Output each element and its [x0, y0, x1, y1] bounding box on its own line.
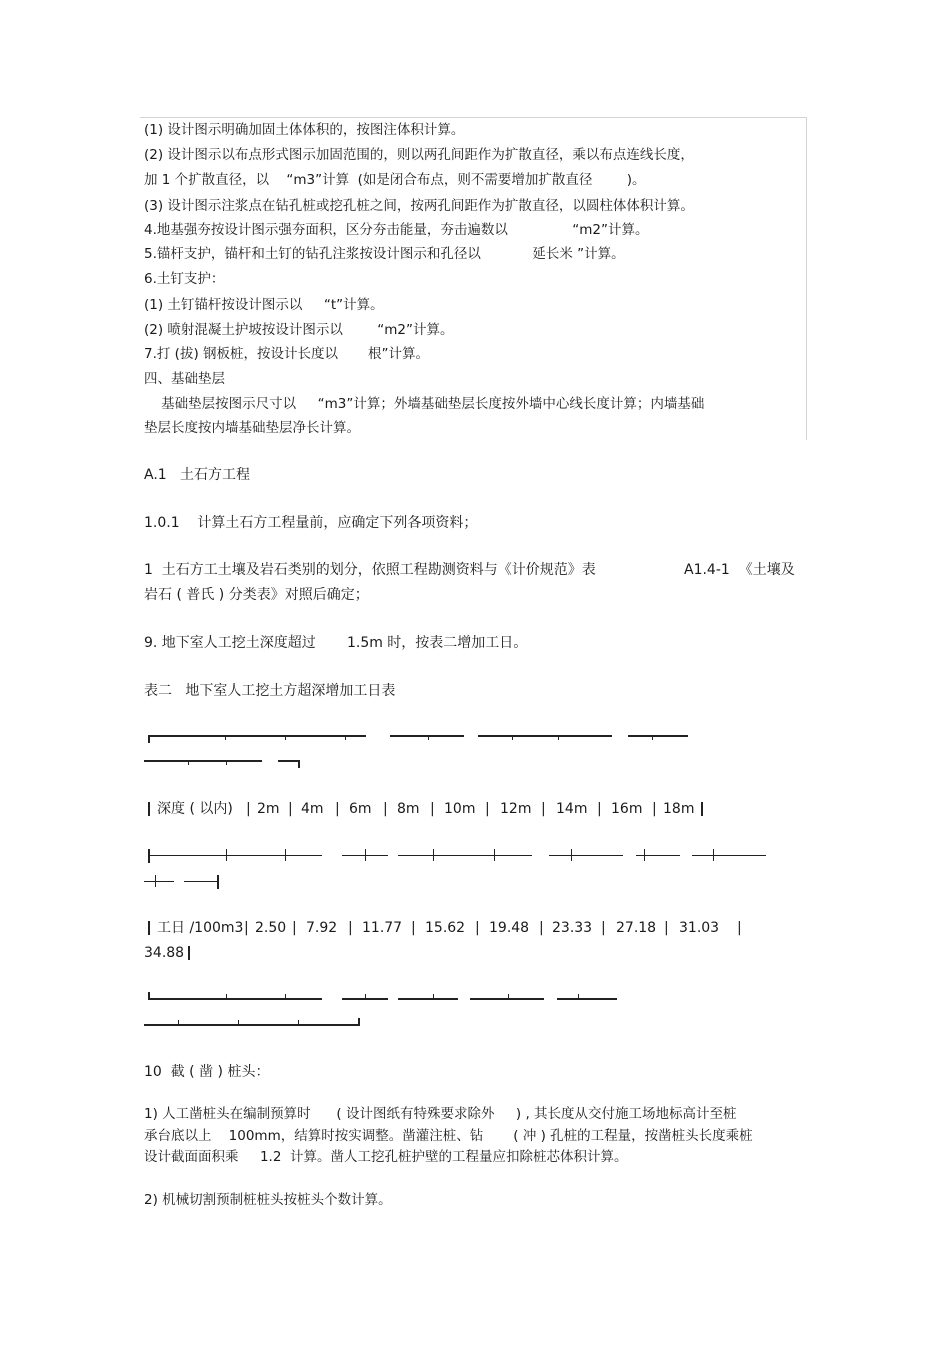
- box-line-11: 四、基础垫层: [144, 371, 225, 387]
- depth-value: 8m: [397, 801, 420, 817]
- box-line-7: 6.土钉支护：: [144, 271, 225, 287]
- section-10-title: 10 截 ( 凿 ) 桩头：: [144, 1064, 270, 1080]
- depth-value: 18m: [663, 801, 695, 817]
- box-line-6: 5.锚杆支护，锚杆和土钉的钻孔注浆按设计图示和孔径以 延长米 ”计算。: [144, 246, 625, 262]
- depth-value: 10m: [444, 801, 476, 817]
- depth-value: 4m: [301, 801, 324, 817]
- work-value: 19.48: [489, 920, 530, 936]
- paragraph-1-0-1: 1.0.1 计算土石方工程量前，应确定下列各项资料；: [144, 515, 478, 531]
- depth-value: 12m: [500, 801, 532, 817]
- paragraph-1-line2: 岩石 ( 普氏 ) 分类表》对照后确定；: [144, 587, 369, 603]
- table-title: 表二 地下室人工挖土方超深增加工日表: [144, 683, 396, 699]
- box-line-4: (3) 设计图示注浆点在钻孔桩或挖孔桩之间，按两孔间距作为扩散直径，以圆柱体体积计算。: [144, 198, 694, 214]
- work-value: 27.18: [616, 920, 657, 936]
- work-value: 7.92: [306, 920, 338, 936]
- depth-value: 2m: [257, 801, 280, 817]
- depth-value: 16m: [611, 801, 643, 817]
- depth-value: 14m: [556, 801, 588, 817]
- box-line-1: (1) 设计图示明确加固土体体积的，按图注体积计算。: [144, 122, 465, 138]
- work-label: 工日 /100m3: [157, 920, 244, 936]
- section-title-a1: A.1 土石方工程: [144, 467, 251, 483]
- box-line-9: (2) 喷射混凝土护坡按设计图示以 “m2”计算。: [144, 322, 454, 338]
- work-value-last: 34.88: [144, 945, 185, 961]
- work-value: 15.62: [425, 920, 466, 936]
- work-value: 11.77: [362, 920, 403, 936]
- box-line-13: 垫层长度按内墙基础垫层净长计算。: [144, 420, 360, 436]
- content-box-border: [140, 117, 807, 440]
- paragraph-9: 9. 地下室人工挖土深度超过 1.5m 时，按表二增加工日。: [144, 635, 528, 651]
- depth-label: 深度 ( 以内): [157, 801, 233, 817]
- section-10-p1-line3: 设计截面面积乘 1.2 计算。凿人工挖孔桩护壁的工程量应扣除桩芯体积计算。: [144, 1149, 628, 1165]
- paragraph-1-line1: 1 土石方工土壤及岩石类别的划分，依照工程勘测资料与《计价规范》表: [144, 562, 596, 578]
- section-10-p1-line2: 承台底以上 100mm，结算时按实调整。凿灌注桩、钻 ( 冲 ) 孔桩的工程量，按凿桩头长度乘桩: [144, 1128, 753, 1144]
- paragraph-1-ref: A1.4-1 《土壤及: [684, 562, 795, 578]
- box-line-2: (2) 设计图示以布点形式图示加固范围的，则以两孔间距作为扩散直径，乘以布点连线长度，: [144, 147, 694, 163]
- box-line-8: (1) 土钉锚杆按设计图示以 “t”计算。: [144, 297, 384, 313]
- section-10-p1-line1: 1) 人工凿桩头在编制预算时 ( 设计图纸有特殊要求除外 ) , 其长度从交付施工场地标高计至桩: [144, 1106, 737, 1122]
- work-value: 23.33: [552, 920, 593, 936]
- box-line-12: 基础垫层按图示尺寸以 “m3”计算；外墙基础垫层长度按外墙中心线长度计算；内墙基础: [144, 396, 705, 412]
- box-line-10: 7.打 (拔) 钢板桩，按设计长度以 根”计算。: [144, 346, 430, 362]
- box-line-5: 4.地基强夯按设计图示强夯面积，区分夯击能量，夯击遍数以 “m2”计算。: [144, 222, 649, 238]
- section-10-p2: 2) 机械切割预制桩桩头按桩头个数计算。: [144, 1192, 392, 1208]
- depth-value: 6m: [349, 801, 372, 817]
- work-value: 2.50: [255, 920, 287, 936]
- work-value: 31.03: [679, 920, 720, 936]
- box-line-3: 加 1 个扩散直径，以 “m3”计算 (如是闭合布点，则不需要增加扩散直径 )。: [144, 172, 646, 188]
- document-page: (1) 设计图示明确加固土体体积的，按图注体积计算。 (2) 设计图示以布点形式图示加固范围的，则以两孔间距作为扩散直径，乘以布点连线长度， 加 1 个扩散直径，以 “m3”计算 (如是闭合布点，则不需要增加扩散直径 )。 (3) 设计图示注浆点在钻孔桩或挖孔桩之间，按两孔间距作为扩散直径，以圆柱体体积计算。 4.地基强夯按设计图示强夯面积，区分夯击能量，夯击遍数以 “m2”计算。 5.锚杆支护，锚杆和土钉的钻孔注浆按设计图示和孔径以 延长米 ”计算。 6.土钉支护： (1) 土钉锚杆按设计图示以 “t”计算。 (2) 喷射混凝土护坡按设计图示以 “m2”计算。 7.打 (拔) 钢板桩，按设计长度以 根”计算。 四、基础垫层 基础垫层按图示尺寸以 “m3”计算；外墙基础垫层长度按外墙中心线长度计算；内墙基础 垫层长度按内墙基础垫层净长计算。 A.1 土石方工程 1.0.1 计算土石方工程量前，应确定下列各项资料； 1 土石方工土壤及岩石类别的划分，依照工程勘测资料与《计价规范》表 A1.4-1 《土壤及 岩石 ( 普氏 ) 分类表》对照后确定； 9. 地下室人工挖土深度超过 1.5m 时，按表二增加工日。 表二 地下室人工挖土方超深增加工日表 深度 ( 以内) | 2m | 4m | 6m | 8m | 10m | 12m | 14m | 16m | 18m 工日 /100m3 | 2.50 | 7.92 | 11.77 | 15.62 | 19.48 | 23.33 | 27.18 | 31.03 | 34.88 10 截 ( 凿 ) 桩头： 1) 人工凿桩头在编制预算时 ( 设计图纸有特殊要求除外 ) , 其长度从交付施工场地标高计至桩 承台底以上 100mm，结算时按实调整。凿灌注桩、钻 ( 冲 ) 孔桩的工程量，按凿桩头长度乘桩 设计截面面积乘 1.2 计算。凿人工挖孔桩护壁的工程量应扣除桩芯体积计算。 2) 机械切割预制桩桩头按桩头个数计算。: [0, 0, 950, 1345]
